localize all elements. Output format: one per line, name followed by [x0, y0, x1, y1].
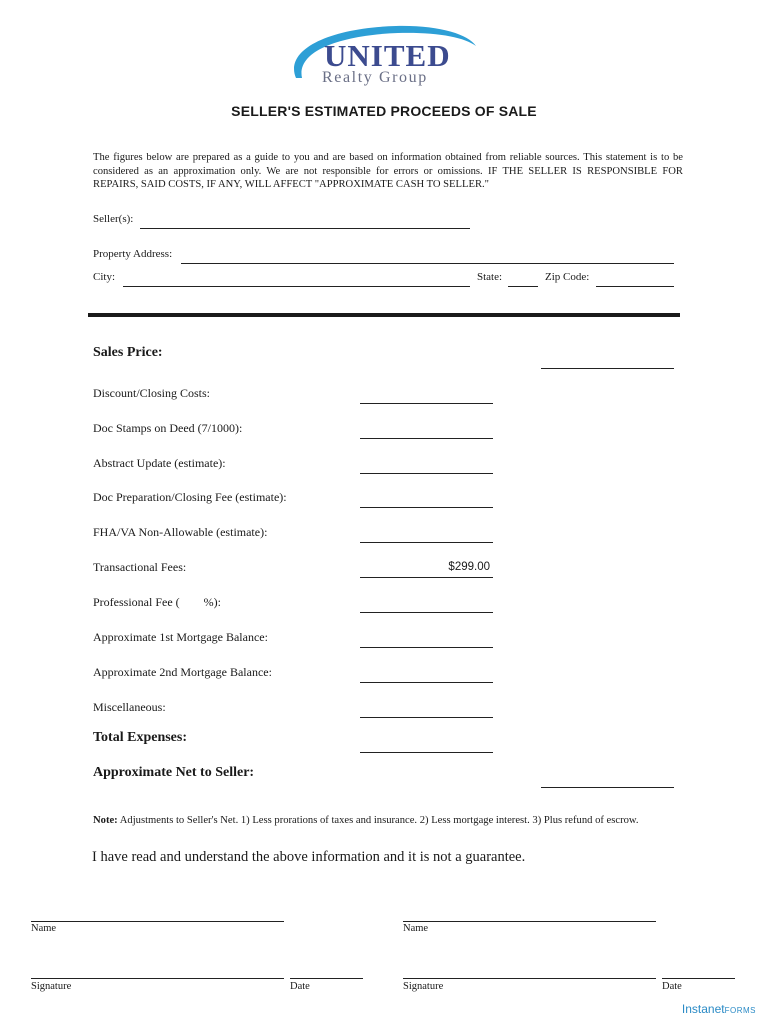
footer-brand: [682, 1002, 756, 1016]
date-field-right[interactable]: [662, 978, 735, 979]
expense-label-discount: Discount/Closing Costs:: [93, 386, 211, 400]
state-label: State:: [477, 271, 503, 283]
signature-field-left[interactable]: [31, 978, 284, 979]
name-label-left: Name: [31, 923, 57, 934]
footer-brand-name: Instanet: [681, 1002, 725, 1016]
total-expenses-label: Total Expenses:: [93, 730, 188, 745]
zip-field[interactable]: [596, 286, 674, 287]
expense-field-fha-va[interactable]: [360, 542, 493, 543]
state-field[interactable]: [508, 286, 538, 287]
net-to-seller-field[interactable]: [541, 787, 674, 788]
section-divider: [88, 313, 680, 317]
company-logo: [288, 20, 480, 90]
expense-field-abstract[interactable]: [360, 473, 493, 474]
footer-brand-suffix: FORMS: [724, 1006, 756, 1015]
city-label: City:: [93, 271, 116, 283]
sellers-label: Seller(s):: [93, 213, 134, 225]
expense-field-doc-stamps[interactable]: [360, 438, 493, 439]
acknowledgement-text: I have read and understand the above information and it is not a guarantee.: [92, 849, 526, 865]
note-prefix: Note:: [93, 815, 118, 826]
date-label-right: Date: [662, 981, 682, 992]
zip-label: Zip Code:: [545, 271, 590, 283]
name-label-right: Name: [403, 923, 429, 934]
intro-paragraph: The figures below are prepared as a guide to you and are based on information obtained from reliable sources. This statement is to be considered as an approximation only. We are not responsible for errors or omissions. IF THE SELLER IS RESPONSIBLE FOR REPAIRS, SAID COSTS, IF ANY, WILL AFFECT "APPROXIMATE CASH TO SELLER.": [93, 152, 683, 190]
name-field-right[interactable]: [403, 921, 656, 922]
total-expenses-field[interactable]: [360, 752, 493, 753]
city-field[interactable]: [123, 286, 470, 287]
expense-label-misc: Miscellaneous:: [93, 700, 166, 714]
date-label-left: Date: [290, 981, 310, 992]
date-field-left[interactable]: [290, 978, 363, 979]
expense-field-1st-mortgage[interactable]: [360, 647, 493, 648]
note-text: [93, 815, 639, 826]
expense-label-transactional: Transactional Fees:: [93, 560, 187, 574]
expense-field-doc-prep[interactable]: [360, 507, 493, 508]
expense-value-transactional: $299.00: [448, 561, 490, 573]
note-body: Adjustments to Seller's Net. 1) Less prorations of taxes and insurance. 2) Less mortgage interest. 3) Plus refund of escrow.: [117, 815, 639, 826]
expense-field-professional[interactable]: [360, 612, 493, 613]
expense-label-doc-stamps: Doc Stamps on Deed (7/1000):: [93, 421, 243, 435]
signature-label-left: Signature: [31, 981, 72, 992]
expense-label-2nd-mortgage: Approximate 2nd Mortgage Balance:: [93, 665, 272, 679]
sales-price-label: Sales Price:: [93, 345, 163, 360]
logo-subtitle: Realty Group: [322, 69, 428, 86]
expense-field-transactional[interactable]: [360, 577, 493, 578]
sellers-field[interactable]: [140, 228, 470, 229]
form-title: SELLER'S ESTIMATED PROCEEDS OF SALE: [231, 103, 537, 119]
expense-label-1st-mortgage: Approximate 1st Mortgage Balance:: [93, 630, 268, 644]
expense-label-professional: Professional Fee ( %):: [93, 595, 221, 609]
sales-price-field[interactable]: [541, 368, 674, 369]
expense-label-doc-prep: Doc Preparation/Closing Fee (estimate):: [93, 490, 287, 504]
expense-field-discount[interactable]: [360, 403, 493, 404]
signature-label-right: Signature: [403, 981, 444, 992]
signature-field-right[interactable]: [403, 978, 656, 979]
property-address-field[interactable]: [181, 263, 674, 264]
expense-label-abstract: Abstract Update (estimate):: [93, 456, 226, 470]
expense-field-misc[interactable]: [360, 717, 493, 718]
logo-wordmark: UNITED: [324, 38, 451, 73]
property-address-label: Property Address:: [93, 248, 173, 260]
expense-field-2nd-mortgage[interactable]: [360, 682, 493, 683]
name-field-left[interactable]: [31, 921, 284, 922]
net-to-seller-label: Approximate Net to Seller:: [93, 765, 255, 780]
expense-label-fha-va: FHA/VA Non-Allowable (estimate):: [93, 525, 268, 539]
